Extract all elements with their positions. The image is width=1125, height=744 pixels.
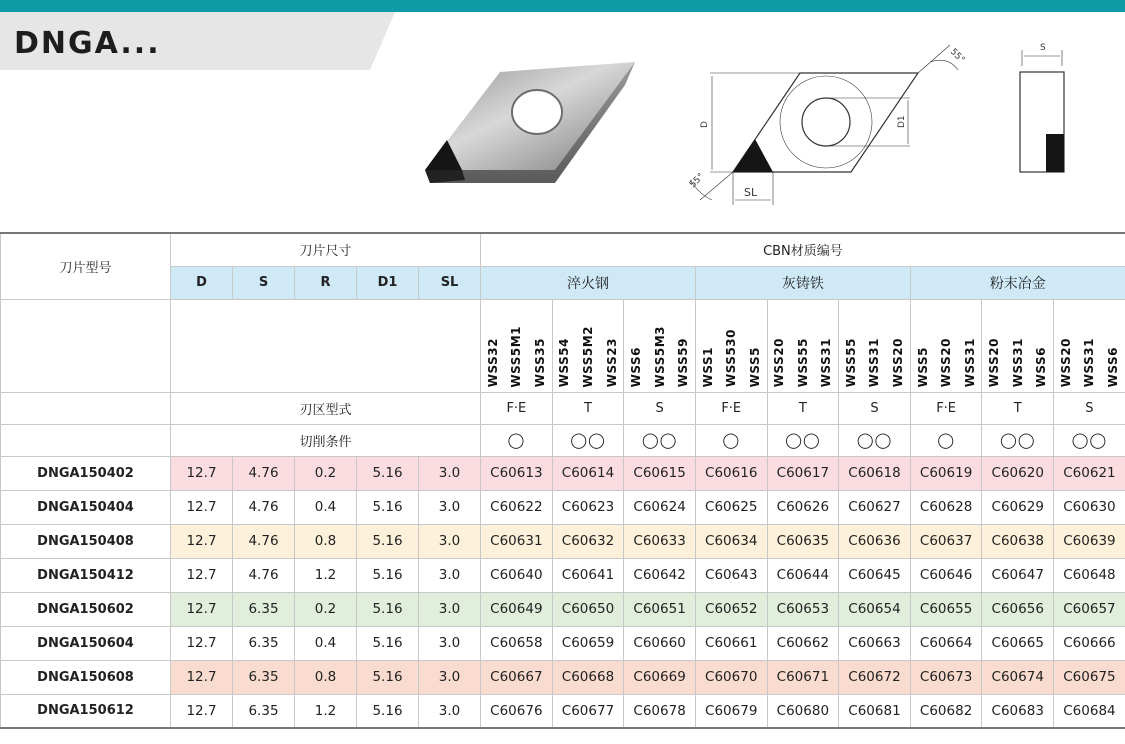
- product-code-cell: C60641: [552, 558, 624, 592]
- dim-cell: 4.76: [233, 456, 295, 490]
- product-code-cell: C60632: [552, 524, 624, 558]
- cutting-condition-icon: ◯◯: [982, 424, 1054, 456]
- table-row: [1, 592, 1125, 626]
- table-row: [1, 660, 1125, 694]
- dim-label-sl: SL: [744, 186, 758, 199]
- product-code-cell: C60671: [767, 660, 839, 694]
- dim-cell: 1.2: [295, 558, 357, 592]
- dim-col-header: R: [295, 266, 357, 299]
- product-code-cell: C60665: [982, 626, 1054, 660]
- grade-label: WSS31: [1010, 338, 1025, 388]
- product-code-cell: C60617: [767, 456, 839, 490]
- dim-cell: 6.35: [233, 592, 295, 626]
- table-row: [1, 626, 1125, 660]
- edge-type-cell: S: [624, 392, 696, 424]
- product-code-cell: C60625: [695, 490, 767, 524]
- dim-cell: 5.16: [357, 694, 419, 728]
- product-code-cell: C60677: [552, 694, 624, 728]
- dim-cell: 0.4: [295, 490, 357, 524]
- product-code-cell: C60620: [982, 456, 1054, 490]
- edge-type-label: 刃区型式: [171, 392, 481, 424]
- product-code-cell: C60624: [624, 490, 696, 524]
- grade-label: WSS20: [939, 338, 954, 388]
- grade-cell: [552, 299, 624, 392]
- product-code-cell: C60651: [624, 592, 696, 626]
- product-code-cell: C60678: [624, 694, 696, 728]
- grade-label: WSS5M3: [652, 325, 667, 388]
- product-code-cell: C60635: [767, 524, 839, 558]
- product-code-cell: C60659: [552, 626, 624, 660]
- dim-cell: 12.7: [171, 456, 233, 490]
- cbn-header: CBN材质编号: [481, 233, 1125, 266]
- edge-type-cell: T: [552, 392, 624, 424]
- dim-cell: 3.0: [419, 592, 481, 626]
- cutting-condition-icon: ◯: [695, 424, 767, 456]
- model-cell: DNGA150604: [1, 626, 171, 660]
- product-code-cell: C60631: [481, 524, 553, 558]
- product-code-cell: C60615: [624, 456, 696, 490]
- edge-type-cell: F·E: [695, 392, 767, 424]
- dim-label-s: S: [1040, 43, 1046, 53]
- product-code-cell: C60670: [695, 660, 767, 694]
- material-group-header: 粉末冶金: [910, 266, 1125, 299]
- grade-label: WSS5: [747, 347, 762, 388]
- product-code-cell: C60661: [695, 626, 767, 660]
- product-code-cell: C60646: [910, 558, 982, 592]
- material-group-header: 灰铸铁: [695, 266, 910, 299]
- grade-cell: [624, 299, 696, 392]
- dim-cell: 3.0: [419, 626, 481, 660]
- product-code-cell: C60676: [481, 694, 553, 728]
- material-group-header: 淬火钢: [481, 266, 696, 299]
- dim-cell: 4.76: [233, 558, 295, 592]
- product-code-cell: C60622: [481, 490, 553, 524]
- grade-label: WSS6: [1034, 347, 1049, 388]
- grade-label: WSS5: [915, 347, 930, 388]
- dim-cell: 12.7: [171, 592, 233, 626]
- dim-cell: 3.0: [419, 524, 481, 558]
- dim-cell: 12.7: [171, 660, 233, 694]
- product-code-cell: C60654: [839, 592, 911, 626]
- dim-cell: 12.7: [171, 490, 233, 524]
- product-code-cell: C60680: [767, 694, 839, 728]
- product-code-cell: C60636: [839, 524, 911, 558]
- grade-cell: [481, 299, 553, 392]
- dim-col-header: S: [233, 266, 295, 299]
- product-code-cell: C60675: [1054, 660, 1125, 694]
- product-code-cell: C60652: [695, 592, 767, 626]
- model-cell: DNGA150404: [1, 490, 171, 524]
- spec-table: [0, 232, 1125, 729]
- table-row: [1, 694, 1125, 728]
- dim-cell: 1.2: [295, 694, 357, 728]
- table-row: [1, 456, 1125, 490]
- grade-label: WSS32: [485, 338, 500, 388]
- grade-label: WSS31: [1082, 338, 1097, 388]
- dim-cell: 5.16: [357, 592, 419, 626]
- dim-cell: 12.7: [171, 694, 233, 728]
- grade-label: WSS35: [532, 338, 547, 388]
- product-code-cell: C60683: [982, 694, 1054, 728]
- dim-col-header: D: [171, 266, 233, 299]
- edge-type-cell: S: [839, 392, 911, 424]
- model-cell: DNGA150602: [1, 592, 171, 626]
- dim-cell: 0.2: [295, 456, 357, 490]
- product-code-cell: C60648: [1054, 558, 1125, 592]
- product-code-cell: C60618: [839, 456, 911, 490]
- dim-cell: 5.16: [357, 524, 419, 558]
- grade-cell: [910, 299, 982, 392]
- product-code-cell: C60653: [767, 592, 839, 626]
- grade-label: WSS20: [891, 338, 905, 388]
- product-code-cell: C60666: [1054, 626, 1125, 660]
- grade-cell: [1054, 299, 1125, 392]
- product-code-cell: C60667: [481, 660, 553, 694]
- dim-cell: 6.35: [233, 660, 295, 694]
- product-code-cell: C60664: [910, 626, 982, 660]
- grade-label: WSS31: [867, 338, 882, 388]
- insert-figures: [0, 0, 1125, 232]
- product-code-cell: C60684: [1054, 694, 1125, 728]
- dim-cell: 0.4: [295, 626, 357, 660]
- model-cell: DNGA150402: [1, 456, 171, 490]
- grade-label: WSS59: [676, 338, 691, 388]
- grade-label: WSS6: [1106, 347, 1121, 388]
- dim-cell: 3.0: [419, 660, 481, 694]
- dim-cell: 12.7: [171, 626, 233, 660]
- dim-cell: 3.0: [419, 558, 481, 592]
- grade-label: WSS55: [795, 338, 810, 388]
- grade-label: WSS5M2: [580, 325, 595, 388]
- cutting-condition-icon: ◯: [481, 424, 553, 456]
- product-code-cell: C60626: [767, 490, 839, 524]
- product-code-cell: C60633: [624, 524, 696, 558]
- product-code-cell: C60674: [982, 660, 1054, 694]
- product-code-cell: C60630: [1054, 490, 1125, 524]
- cutting-condition-icon: ◯◯: [624, 424, 696, 456]
- model-cell: DNGA150612: [1, 694, 171, 728]
- product-code-cell: C60645: [839, 558, 911, 592]
- product-code-cell: C60668: [552, 660, 624, 694]
- product-code-cell: C60682: [910, 694, 982, 728]
- dim-col-header: SL: [419, 266, 481, 299]
- product-code-cell: C60614: [552, 456, 624, 490]
- product-code-cell: C60663: [839, 626, 911, 660]
- dim-cell: 12.7: [171, 558, 233, 592]
- product-code-cell: C60657: [1054, 592, 1125, 626]
- table-row: [1, 490, 1125, 524]
- dim-label-d: D: [700, 121, 710, 128]
- product-code-cell: C60613: [481, 456, 553, 490]
- grade-cell: [839, 299, 911, 392]
- product-code-cell: C60662: [767, 626, 839, 660]
- dim-cell: 3.0: [419, 694, 481, 728]
- grade-label: WSS20: [987, 338, 1002, 388]
- product-code-cell: C60681: [839, 694, 911, 728]
- grade-label: WSS20: [1058, 338, 1073, 388]
- product-code-cell: C60656: [982, 592, 1054, 626]
- product-code-cell: C60639: [1054, 524, 1125, 558]
- cutting-condition-label: 切削条件: [171, 424, 481, 456]
- grade-cell: [695, 299, 767, 392]
- dim-col-header: D1: [357, 266, 419, 299]
- product-code-cell: C60637: [910, 524, 982, 558]
- model-cell: DNGA150412: [1, 558, 171, 592]
- product-code-cell: C60655: [910, 592, 982, 626]
- grade-label: WSS5M1: [509, 325, 524, 388]
- grade-label: WSS23: [604, 338, 619, 388]
- product-code-cell: C60673: [910, 660, 982, 694]
- dim-cell: 5.16: [357, 626, 419, 660]
- grade-label: WSS31: [819, 338, 834, 388]
- edge-type-cell: T: [982, 392, 1054, 424]
- product-code-cell: C60650: [552, 592, 624, 626]
- cutting-condition-icon: ◯: [910, 424, 982, 456]
- cutting-condition-icon: ◯◯: [767, 424, 839, 456]
- dim-cell: 6.35: [233, 626, 295, 660]
- product-code-cell: C60669: [624, 660, 696, 694]
- product-code-cell: C60658: [481, 626, 553, 660]
- product-code-cell: C60628: [910, 490, 982, 524]
- model-cell: DNGA150408: [1, 524, 171, 558]
- grade-cell: [767, 299, 839, 392]
- product-code-cell: C60672: [839, 660, 911, 694]
- insert-dimension-drawing: [690, 45, 958, 205]
- dims-header: 刀片尺寸: [171, 233, 481, 266]
- product-code-cell: C60679: [695, 694, 767, 728]
- grade-label: WSS55: [843, 338, 858, 388]
- dim-cell: 3.0: [419, 490, 481, 524]
- edge-type-cell: T: [767, 392, 839, 424]
- product-code-cell: C60640: [481, 558, 553, 592]
- grade-label: WSS20: [772, 338, 787, 388]
- angle-label-top: 55°: [947, 47, 967, 66]
- edge-type-cell: F·E: [910, 392, 982, 424]
- product-code-cell: C60621: [1054, 456, 1125, 490]
- grade-label: WSS6: [629, 347, 644, 388]
- dim-cell: 5.16: [357, 490, 419, 524]
- product-code-cell: C60660: [624, 626, 696, 660]
- dim-cell: 0.8: [295, 660, 357, 694]
- product-code-cell: C60644: [767, 558, 839, 592]
- grade-label: WSS54: [557, 338, 572, 388]
- product-code-cell: C60634: [695, 524, 767, 558]
- product-code-cell: C60643: [695, 558, 767, 592]
- product-code-cell: C60629: [982, 490, 1054, 524]
- product-code-cell: C60619: [910, 456, 982, 490]
- product-code-cell: C60647: [982, 558, 1054, 592]
- cutting-condition-icon: ◯◯: [1054, 424, 1125, 456]
- page-title: DNGA...: [14, 26, 161, 61]
- dim-cell: 5.16: [357, 558, 419, 592]
- edge-type-cell: F·E: [481, 392, 553, 424]
- model-header: 刀片型号: [1, 233, 171, 299]
- cutting-condition-icon: ◯◯: [839, 424, 911, 456]
- table-row: [1, 558, 1125, 592]
- product-code-cell: C60649: [481, 592, 553, 626]
- dim-cell: 4.76: [233, 524, 295, 558]
- model-cell: DNGA150608: [1, 660, 171, 694]
- dim-cell: 3.0: [419, 456, 481, 490]
- insert-3d-image: [425, 62, 635, 183]
- grade-label: WSS1: [700, 347, 715, 388]
- product-code-cell: C60642: [624, 558, 696, 592]
- edge-type-cell: S: [1054, 392, 1125, 424]
- grade-cell: [982, 299, 1054, 392]
- grade-label: WSS530: [724, 329, 739, 388]
- insert-side-view: [1020, 50, 1064, 172]
- dim-cell: 0.2: [295, 592, 357, 626]
- dim-cell: 6.35: [233, 694, 295, 728]
- dim-label-d1: D1: [897, 115, 907, 128]
- product-code-cell: C60623: [552, 490, 624, 524]
- angle-label-bottom: 55°: [688, 171, 707, 191]
- grade-label: WSS31: [962, 338, 977, 388]
- product-code-cell: C60627: [839, 490, 911, 524]
- product-code-cell: C60638: [982, 524, 1054, 558]
- dim-cell: 5.16: [357, 456, 419, 490]
- dim-cell: 12.7: [171, 524, 233, 558]
- dim-cell: 0.8: [295, 524, 357, 558]
- table-row: [1, 524, 1125, 558]
- dim-cell: 5.16: [357, 660, 419, 694]
- cutting-condition-icon: ◯◯: [552, 424, 624, 456]
- product-code-cell: C60616: [695, 456, 767, 490]
- dim-cell: 4.76: [233, 490, 295, 524]
